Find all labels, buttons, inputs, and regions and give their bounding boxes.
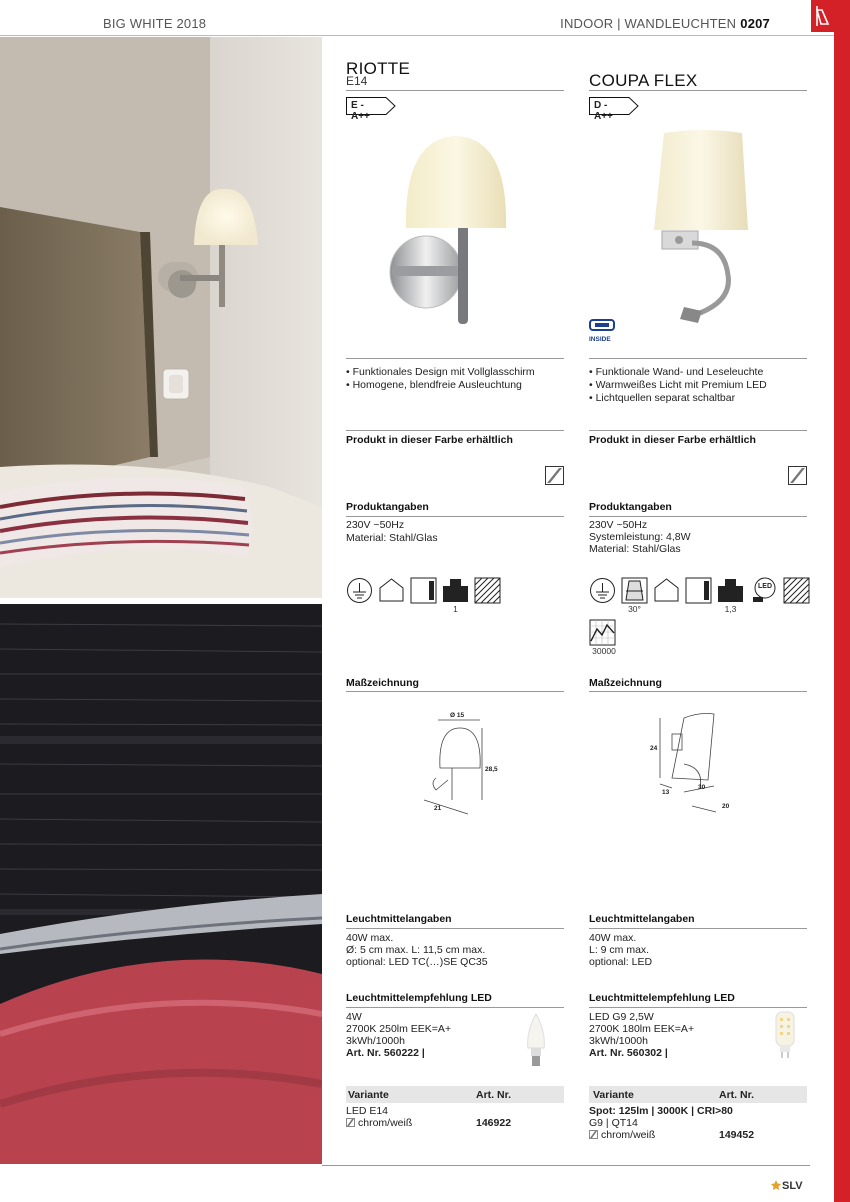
chrome-white-swatch bbox=[545, 466, 564, 485]
product-name: RIOTTE bbox=[346, 59, 411, 78]
divider bbox=[589, 1007, 807, 1008]
divider bbox=[589, 358, 807, 359]
energy-class: E - A++ bbox=[351, 100, 370, 122]
product-subname: E14 bbox=[346, 74, 368, 88]
bedroom-photo bbox=[0, 37, 322, 598]
rec-line-3: 3kWh/1000h bbox=[346, 1035, 405, 1047]
rec-line-1: 4W bbox=[346, 1011, 362, 1023]
beam-angle-icon bbox=[621, 577, 648, 604]
riotte-product-image bbox=[386, 130, 516, 330]
rec-article-number: Art. Nr. 560302 | bbox=[589, 1047, 668, 1059]
beam-angle-caption: 30° bbox=[628, 604, 641, 614]
variant-swatch-icon bbox=[589, 1130, 598, 1139]
wall-mount-icon bbox=[410, 577, 437, 604]
divider bbox=[346, 90, 564, 91]
variant-article: 146922 bbox=[476, 1117, 512, 1129]
protection-class-icon bbox=[346, 577, 373, 604]
switch-icon bbox=[442, 577, 469, 604]
variant-table-header bbox=[346, 1086, 564, 1103]
lifetime-hours-caption: 30000 bbox=[592, 646, 616, 656]
dim-depth: 13 bbox=[662, 789, 670, 796]
feature-2: • Homogene, blendfreie Ausleuchtung bbox=[346, 379, 522, 391]
catalog-title: BIG WHITE 2018 bbox=[103, 16, 207, 31]
lamp-line-2: L: 9 cm max. bbox=[589, 944, 650, 956]
led-light-icon bbox=[750, 577, 777, 604]
red-side-stripe bbox=[834, 0, 850, 1202]
g9-bulb-image bbox=[774, 1010, 796, 1060]
riotte-dimension-drawing bbox=[416, 708, 526, 828]
color-heading: Produkt in dieser Farbe erhältlich bbox=[589, 434, 756, 446]
lamp-heading: Leuchtmittelangaben bbox=[346, 913, 452, 925]
specs-heading: Produktangaben bbox=[346, 501, 429, 513]
candle-bulb-image bbox=[526, 1012, 546, 1068]
feature-1: • Funktionale Wand- und Leseleuchte bbox=[589, 366, 764, 378]
lamp-line-1: 40W max. bbox=[346, 932, 394, 944]
switch-caption: 1,3 bbox=[724, 604, 737, 614]
lamp-line-1: 40W max. bbox=[589, 932, 637, 944]
color-heading: Produkt in dieser Farbe erhältlich bbox=[346, 434, 513, 446]
lamp-heading: Leuchtmittelangaben bbox=[589, 913, 695, 925]
recommendation-heading: Leuchtmittelempfehlung LED bbox=[346, 992, 492, 1004]
divider bbox=[346, 516, 564, 517]
rec-article-number: Art. Nr. 560222 | bbox=[346, 1047, 425, 1059]
variant-col: Variante bbox=[348, 1089, 389, 1101]
variant-name: chrom/weiß bbox=[358, 1117, 413, 1129]
drawing-heading: Maßzeichnung bbox=[589, 677, 662, 689]
footer-divider bbox=[322, 1165, 810, 1166]
dim-arm: 30 bbox=[698, 784, 706, 791]
energy-class: D - A++ bbox=[594, 100, 613, 122]
spec-voltage: 230V ~50Hz bbox=[346, 519, 405, 531]
slv-logo bbox=[770, 1180, 803, 1192]
spec-power: Systemleistung: 4,8W bbox=[589, 531, 691, 543]
divider bbox=[589, 430, 807, 431]
recommendation-heading: Leuchtmittelempfehlung LED bbox=[589, 992, 735, 1004]
drawing-heading: Maßzeichnung bbox=[346, 677, 419, 689]
feature-2: • Warmweißes Licht mit Premium LED bbox=[589, 379, 767, 391]
variant-line: Spot: 125lm | 3000K | CRI>80 bbox=[589, 1105, 733, 1117]
variant-article: 149452 bbox=[719, 1129, 755, 1141]
spec-material: Material: Stahl/Glas bbox=[346, 532, 438, 544]
star-icon bbox=[770, 1180, 782, 1190]
product-name: COUPA FLEX bbox=[589, 71, 698, 90]
divider bbox=[346, 928, 564, 929]
spec-voltage: 230V ~50Hz bbox=[589, 519, 648, 531]
dim-height: 28,5 bbox=[485, 766, 498, 773]
spec-material: Material: Stahl/Glas bbox=[589, 543, 681, 555]
dimmable-icon bbox=[474, 577, 501, 604]
wall-mount-icon bbox=[685, 577, 712, 604]
dim-height: 24 bbox=[650, 745, 658, 752]
protection-class-icon bbox=[589, 577, 616, 604]
wall-lamp-category-icon bbox=[811, 0, 834, 32]
variant-line: LED E14 bbox=[346, 1105, 389, 1117]
rec-line-2: 2700K 250lm EEK=A+ bbox=[346, 1023, 452, 1035]
indoor-house-icon bbox=[653, 577, 680, 604]
variant-swatch-icon bbox=[346, 1118, 355, 1127]
header-divider bbox=[0, 35, 850, 36]
variant-col: Variante bbox=[593, 1089, 634, 1101]
divider bbox=[346, 691, 564, 692]
chrome-white-swatch bbox=[788, 466, 807, 485]
switch-caption: 1 bbox=[453, 604, 458, 614]
divider bbox=[346, 358, 564, 359]
coupa-flex-dimension-drawing bbox=[644, 708, 744, 818]
dim-width: 21 bbox=[434, 805, 442, 812]
variant-table-header bbox=[589, 1086, 807, 1103]
coupa-flex-product-image bbox=[644, 125, 754, 335]
led-inside-badge bbox=[589, 318, 615, 343]
page-number: 0207 bbox=[740, 16, 770, 31]
divider bbox=[346, 430, 564, 431]
rec-line-2: 2700K 180lm EEK=A+ bbox=[589, 1023, 695, 1035]
divider bbox=[589, 516, 807, 517]
divider bbox=[589, 928, 807, 929]
divider bbox=[589, 691, 807, 692]
dim-diameter: Ø 15 bbox=[450, 712, 465, 719]
led-icon-text: LED bbox=[758, 583, 772, 590]
lamp-line-3: optional: LED TC(…)SE QC35 bbox=[346, 956, 488, 968]
variant-line-2: G9 | QT14 bbox=[589, 1117, 638, 1129]
article-col: Art. Nr. bbox=[476, 1089, 512, 1101]
led-inside-text: INSIDE bbox=[589, 336, 611, 343]
feature-1: • Funktionales Design mit Vollglasschirm bbox=[346, 366, 535, 378]
brand-name: SLV bbox=[782, 1180, 803, 1192]
lifetime-hours-icon bbox=[589, 619, 616, 646]
dim-width: 20 bbox=[722, 803, 730, 810]
lamp-line-2: Ø: 5 cm max. L: 11,5 cm max. bbox=[346, 944, 486, 956]
bed-detail-photo bbox=[0, 604, 322, 1164]
switch-icon bbox=[717, 577, 744, 604]
divider bbox=[346, 1007, 564, 1008]
rec-line-3: 3kWh/1000h bbox=[589, 1035, 648, 1047]
rec-line-1: LED G9 2,5W bbox=[589, 1011, 654, 1023]
dimmable-icon bbox=[783, 577, 810, 604]
divider bbox=[589, 90, 807, 91]
lamp-line-3: optional: LED bbox=[589, 956, 653, 968]
article-col: Art. Nr. bbox=[719, 1089, 755, 1101]
section-name: INDOOR | WANDLEUCHTEN bbox=[560, 16, 737, 31]
indoor-house-icon bbox=[378, 577, 405, 604]
section-title bbox=[560, 16, 770, 31]
feature-3: • Lichtquellen separat schaltbar bbox=[589, 392, 736, 404]
specs-heading: Produktangaben bbox=[589, 501, 672, 513]
variant-name: chrom/weiß bbox=[601, 1129, 656, 1141]
